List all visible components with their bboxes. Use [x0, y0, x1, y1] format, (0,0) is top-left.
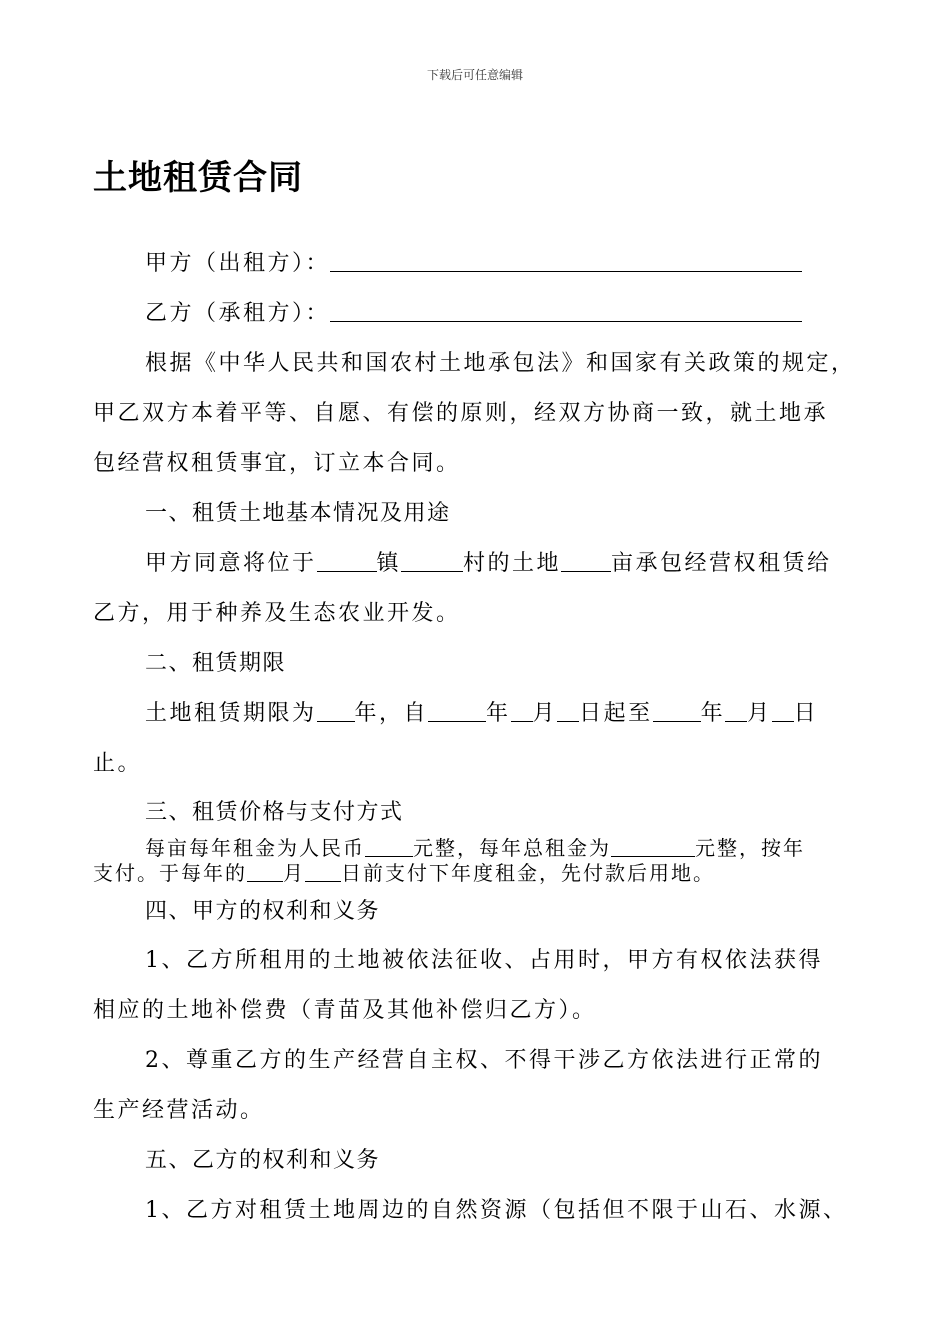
party-b-blank[interactable] — [330, 299, 802, 322]
section-3-text-e: 月 — [283, 861, 305, 885]
rent-per-mu-blank[interactable] — [365, 836, 413, 857]
party-b-line — [145, 296, 802, 327]
party-a-label: 甲方（出租方）： — [145, 251, 331, 276]
town-blank[interactable] — [317, 549, 377, 572]
payment-day-blank[interactable] — [305, 861, 341, 882]
section-2-heading: 二、租赁期限 — [145, 651, 287, 676]
section-3-text-f: 日前支付下年度租金，先付款后用地。 — [341, 861, 715, 885]
section-3-line-2 — [93, 857, 715, 886]
start-month-blank[interactable] — [511, 699, 533, 722]
start-year-blank[interactable] — [428, 699, 486, 722]
intro-line-2: 甲乙双方本着平等、自愿、有偿的原则，经双方协商一致，就土地承 — [93, 401, 829, 426]
section-3-text-b: 元整，每年总租金为 — [413, 836, 611, 860]
section-3-text-d: 支付。于每年的 — [93, 861, 247, 885]
section-2-text-h: 日 — [793, 701, 819, 726]
intro-line-1: 根据《中华人民共和国农村土地承包法》和国家有关政策的规定， — [145, 351, 856, 376]
section-3-heading: 三、租赁价格与支付方式 — [145, 800, 404, 825]
section-1-line-1 — [145, 546, 832, 577]
section-2-line-2: 止。 — [93, 751, 143, 776]
section-4-heading: 四、甲方的权利和义务 — [145, 899, 381, 924]
party-a-line — [145, 246, 802, 277]
payment-month-blank[interactable] — [247, 861, 283, 882]
section-2-text-c: 年 — [486, 701, 511, 726]
section-1-text-b: 镇 — [376, 551, 402, 576]
section-2-text-e: 日起至 — [579, 701, 653, 726]
end-year-blank[interactable] — [653, 699, 701, 722]
section-4-item-1-line-2: 相应的土地补偿费（青苗及其他补偿归乙方）。 — [93, 998, 597, 1023]
start-day-blank[interactable] — [557, 699, 579, 722]
section-5-item-1-line-1: 1、乙方对租赁土地周边的自然资源（包括但不限于山石、水源、 — [145, 1198, 848, 1223]
section-4-item-2-line-1: 2、尊重乙方的生产经营自主权、不得干涉乙方依法进行正常的 — [145, 1048, 823, 1073]
section-1-text-a: 甲方同意将位于 — [145, 551, 317, 576]
village-blank[interactable] — [401, 549, 463, 572]
section-2-text-a: 土地租赁期限为 — [145, 701, 317, 726]
section-1-text-c: 村的土地 — [463, 551, 562, 576]
section-4-item-1-line-1: 1、乙方所租用的土地被依法征收、占用时，甲方有权依法获得 — [145, 948, 823, 973]
section-4-item-2-line-2: 生产经营活动。 — [93, 1098, 265, 1123]
document-title: 土地租赁合同 — [93, 158, 303, 198]
party-b-label: 乙方（承租方）： — [145, 301, 331, 326]
section-3-text-a: 每亩每年租金为人民币 — [145, 836, 365, 860]
intro-line-3: 包经营权租赁事宜，订立本合同。 — [93, 451, 461, 476]
total-rent-blank[interactable] — [611, 836, 695, 857]
section-2-text-g: 月 — [747, 701, 772, 726]
term-years-blank[interactable] — [317, 699, 355, 722]
section-2-text-d: 月 — [532, 701, 558, 726]
section-3-text-c: 元整，按年 — [695, 836, 805, 860]
section-5-heading: 五、乙方的权利和义务 — [145, 1148, 381, 1173]
section-1-text-d: 亩承包经营权租赁给 — [611, 551, 832, 576]
section-1-line-2: 乙方，用于种养及生态农业开发。 — [93, 601, 461, 626]
party-a-blank[interactable] — [330, 249, 802, 272]
acreage-blank[interactable] — [561, 549, 611, 572]
end-month-blank[interactable] — [725, 699, 747, 722]
section-2-text-f: 年 — [700, 701, 726, 726]
section-2-line-1 — [145, 696, 818, 727]
section-1-heading: 一、租赁土地基本情况及用途 — [145, 501, 451, 526]
header-note: 下载后可任意编辑 — [426, 68, 523, 82]
end-day-blank[interactable] — [772, 699, 794, 722]
section-2-text-b: 年，自 — [354, 701, 429, 726]
